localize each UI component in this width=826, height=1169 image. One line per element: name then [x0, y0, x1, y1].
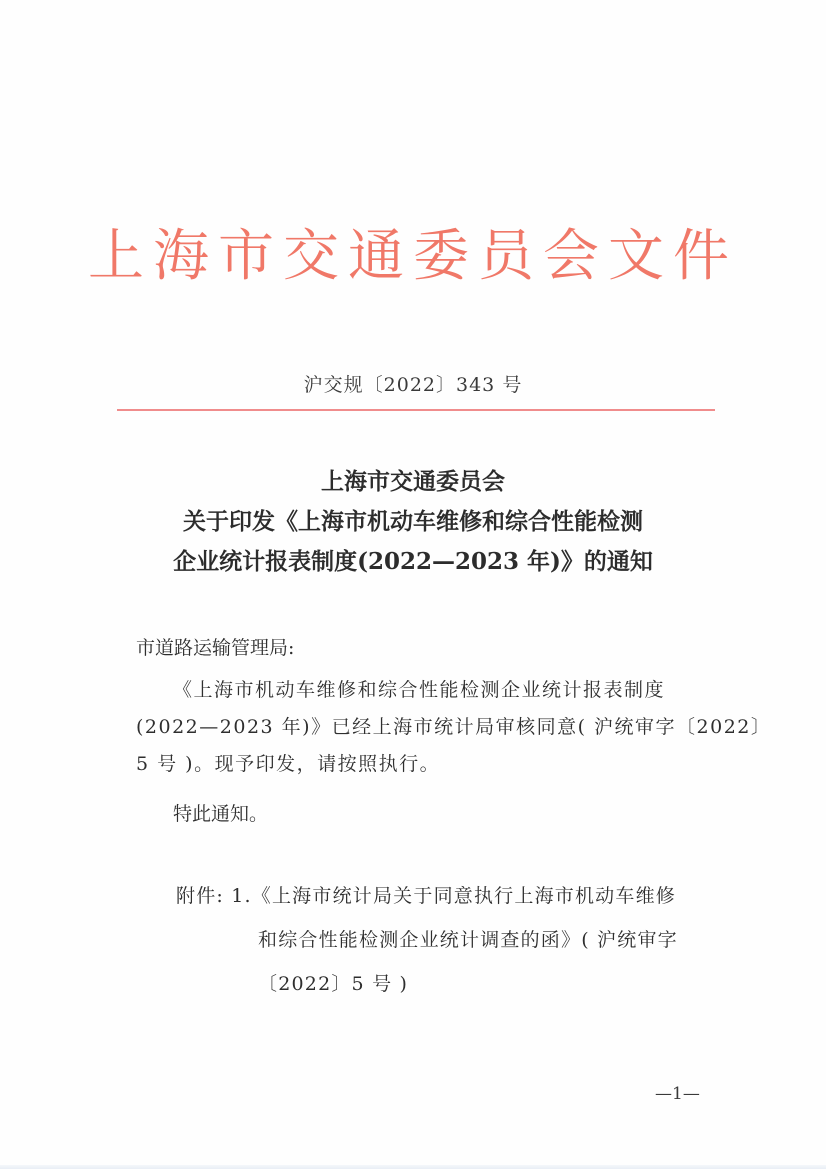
attachment-list	[176, 874, 736, 1006]
scan-edge-decoration	[0, 1165, 826, 1169]
body-paragraph	[136, 672, 772, 783]
body-line: 《上海市机动车维修和综合性能检测企业统计报表制度	[173, 679, 666, 701]
attachment-line: 和综合性能检测企业统计调查的函》( 沪统审字	[258, 929, 678, 951]
title-line: 上海市交通委员会	[321, 468, 505, 495]
body-line: 5 号 )。现予印发，请按照执行。	[136, 753, 441, 775]
page-number: —1—	[655, 1084, 700, 1104]
red-divider-line	[117, 409, 715, 411]
document-number: 沪交规〔2022〕343 号	[303, 374, 523, 396]
title-line: 关于印发《上海市机动车维修和综合性能检测	[183, 508, 643, 535]
salutation: 市道路运输管理局:	[136, 637, 295, 659]
document-header-title: 上海市交通委员会文件	[88, 224, 738, 289]
attachment-line: 附件: 1.《上海市统计局关于同意执行上海市机动车维修	[176, 885, 676, 907]
notice-title	[0, 462, 826, 582]
attachment-line: 〔2022〕5 号 )	[258, 973, 409, 995]
closing-text: 特此通知。	[173, 803, 269, 825]
title-line: 企业统计报表制度(2022—2023 年)》的通知	[173, 548, 653, 575]
body-line: (2022—2023 年)》已经上海市统计局审核同意( 沪统审字〔2022〕	[136, 716, 772, 738]
